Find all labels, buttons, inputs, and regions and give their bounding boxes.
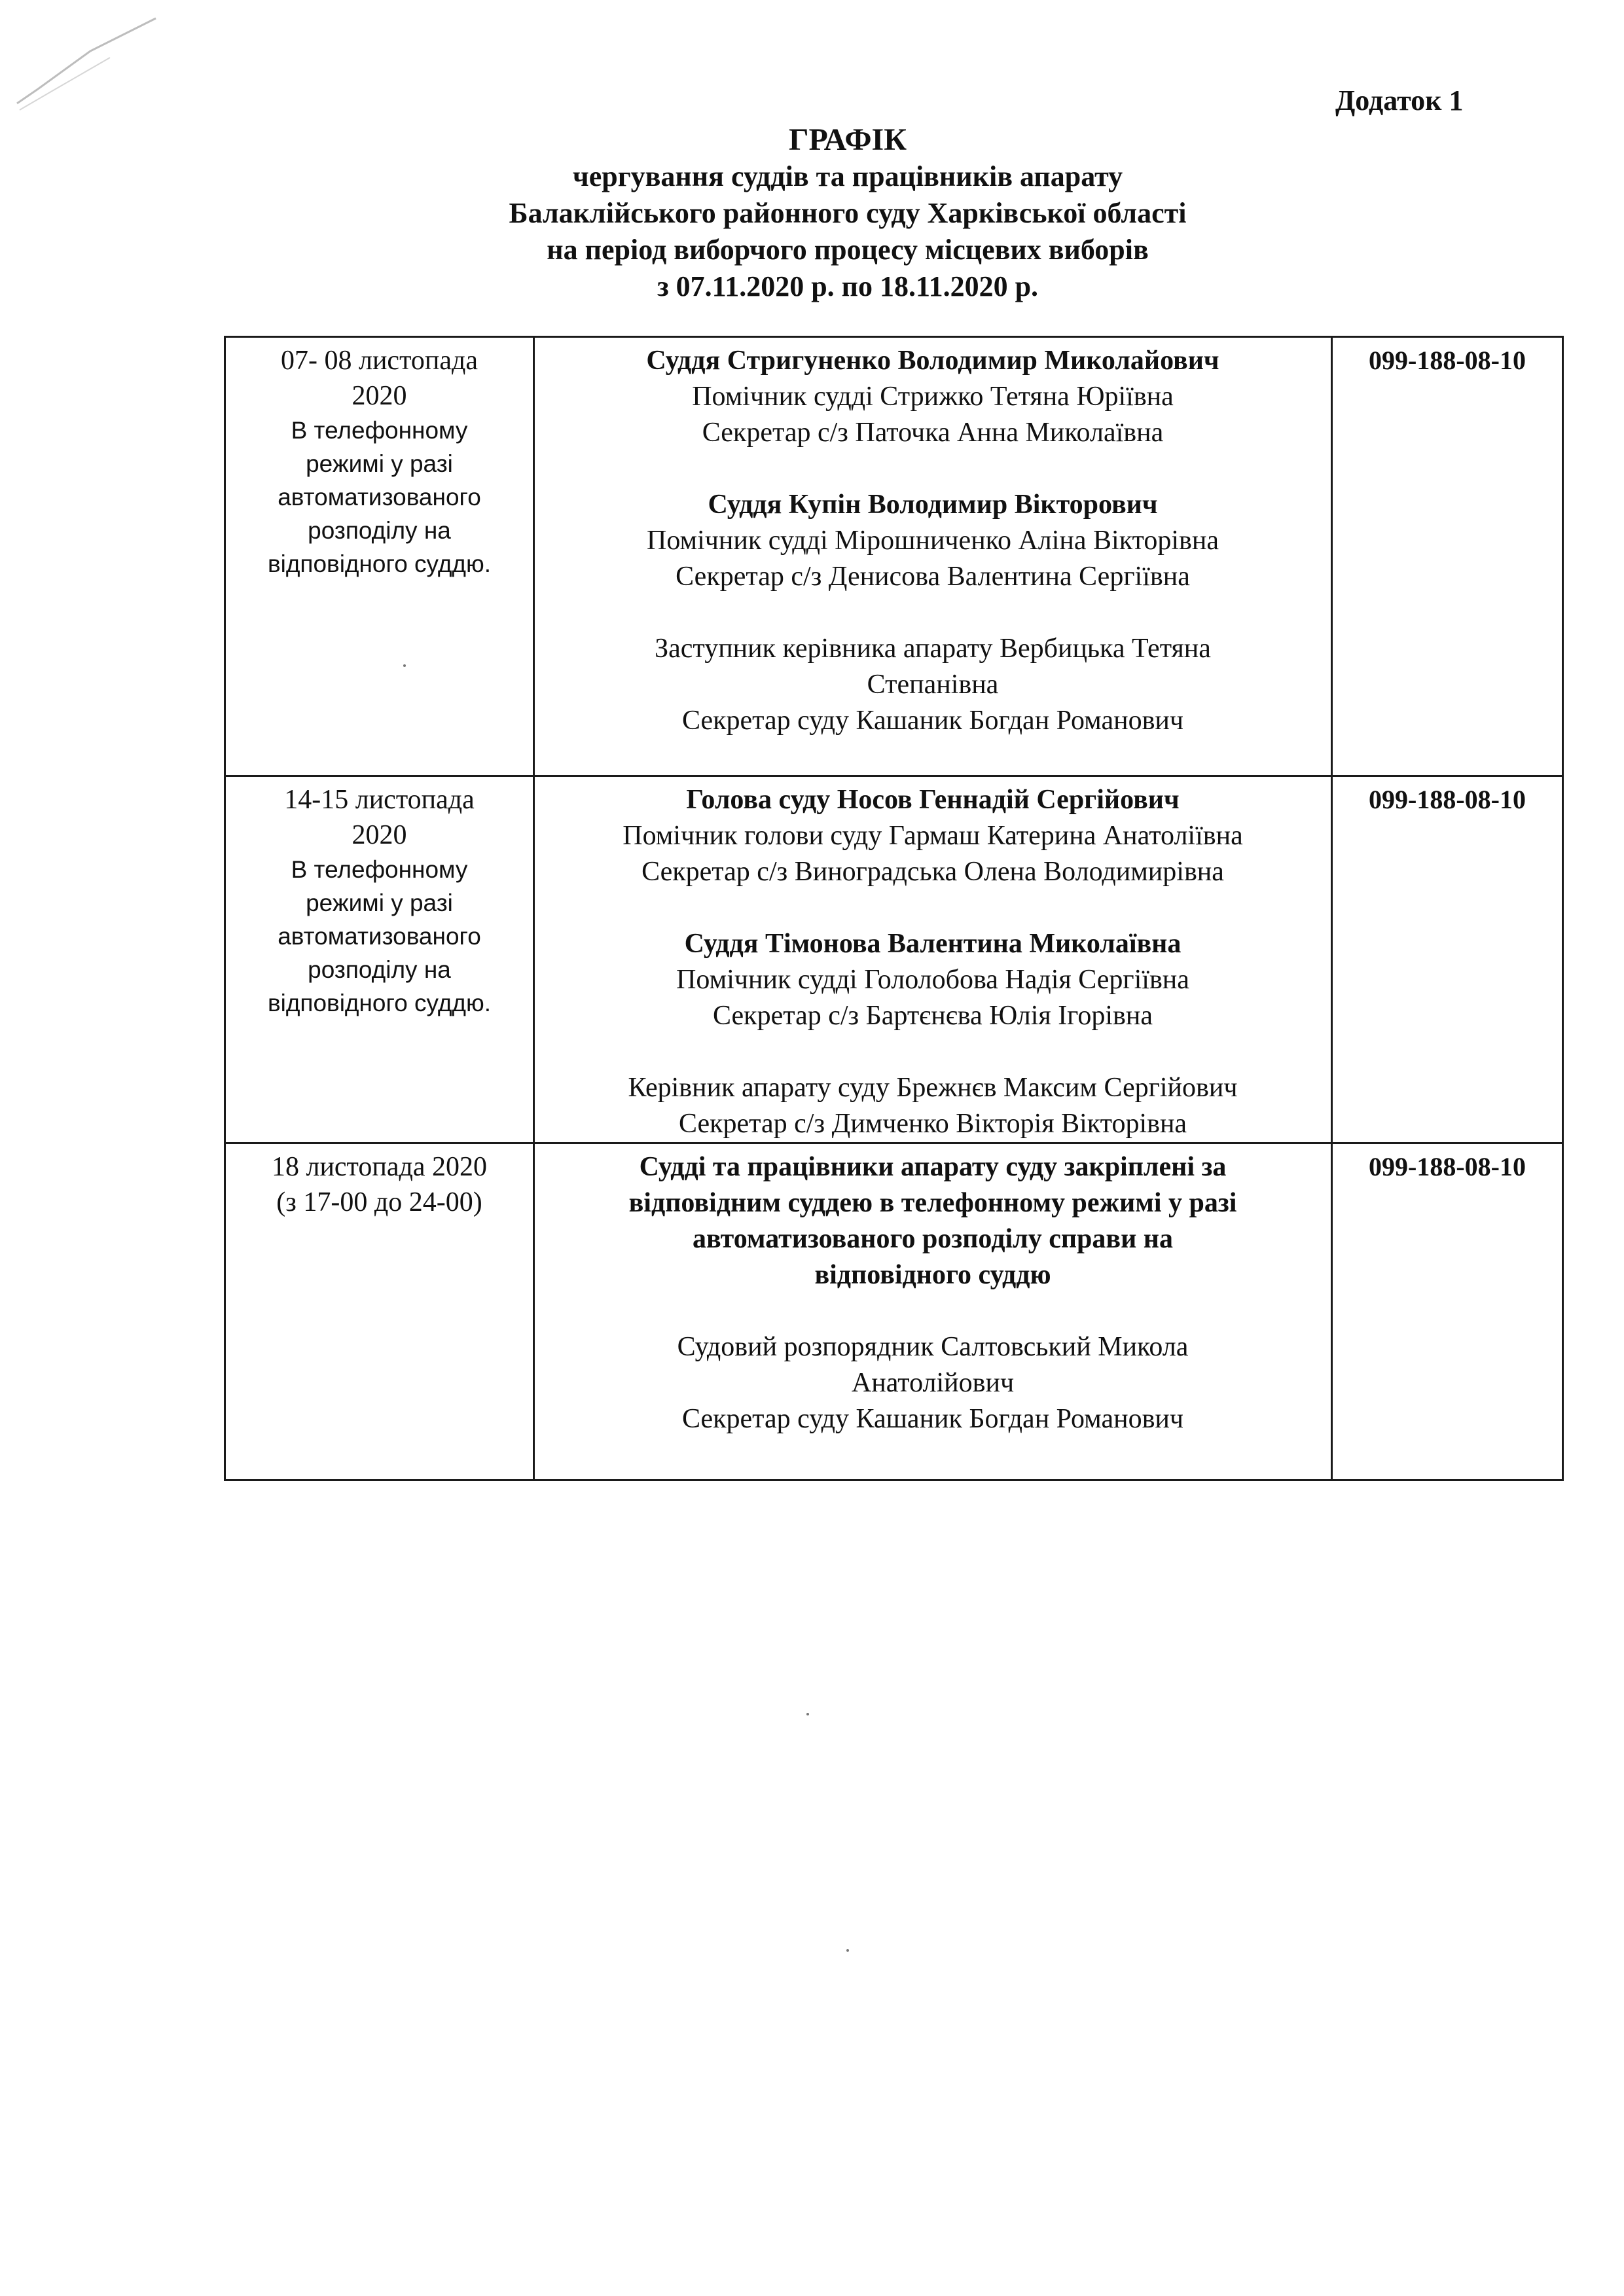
document-title: ГРАФІК <box>788 122 907 157</box>
duty-lead: Суддя Купін Володимир Вікторович <box>708 490 1158 520</box>
duty-schedule-table <box>224 336 1564 1481</box>
duty-date: 2020 <box>352 381 407 411</box>
duty-date: 07- 08 листопада <box>281 346 478 376</box>
duty-date: 2020 <box>352 820 407 850</box>
duty-mode-note: В телефонному <box>291 856 468 883</box>
duty-staff-member: Заступник керівника апарату Вербицька Тетяна <box>655 634 1211 664</box>
scan-edge-mark <box>12 12 169 117</box>
duty-staff-member: Помічник голови суду Гармаш Катерина Анатоліївна <box>623 821 1243 851</box>
duty-date: 14-15 листопада <box>284 785 475 815</box>
duty-staff-member: Помічник судді Гололобова Надія Сергіївна <box>676 965 1189 995</box>
document-heading <box>0 122 1624 305</box>
spacer <box>548 1034 1318 1070</box>
duty-mode-note: відповідного суддю. <box>267 550 492 577</box>
duty-mode-note: режимі у разі <box>306 889 453 916</box>
duty-staff-member: Анатолійович <box>851 1368 1015 1398</box>
scan-speck <box>846 1949 849 1952</box>
duty-date: 18 листопада 2020 <box>271 1152 487 1182</box>
schedule-row <box>225 1143 1563 1480</box>
duty-phone: 099-188-08-10 <box>1332 776 1563 1143</box>
duty-mode-note: режимі у разі <box>306 450 453 477</box>
heading-line-3: на період виборчого процесу місцевих виборів <box>547 234 1149 266</box>
duty-mode-note: автоматизованого <box>278 484 481 511</box>
schedule-row <box>225 337 1563 776</box>
duty-lead: Суддя Тімонова Валентина Миколаївна <box>684 929 1182 959</box>
duty-lead: Судді та працівники апарату суду закріплені за <box>639 1152 1227 1182</box>
duty-lead: Голова суду Носов Геннадій Сергійович <box>686 785 1180 815</box>
duty-lead: відповідним суддею в телефонному режимі у разі <box>628 1188 1237 1218</box>
duty-mode-note: розподілу на <box>308 956 451 983</box>
scan-speck <box>403 664 406 667</box>
duty-staff-member: Степанівна <box>867 670 999 700</box>
duty-staff-cell <box>534 337 1332 776</box>
duty-mode-note: В телефонному <box>291 417 468 444</box>
duty-staff-member: Судовий розпорядник Салтовський Микола <box>677 1332 1189 1362</box>
duty-staff-member: Секретар с/з Паточка Анна Миколаївна <box>702 418 1164 448</box>
duty-phone: 099-188-08-10 <box>1332 337 1563 776</box>
spacer <box>548 451 1318 487</box>
scan-speck <box>806 1713 809 1715</box>
duty-staff-member: Секретар с/з Денисова Валентина Сергіївна <box>676 562 1190 592</box>
appendix-label: Додаток 1 <box>1335 84 1464 117</box>
duty-lead: автоматизованого розподілу справи на <box>693 1224 1173 1254</box>
duty-mode-note: відповідного суддю. <box>267 990 492 1016</box>
duty-staff-member: Помічник судді Мірошниченко Аліна Вікторівна <box>647 526 1219 556</box>
duty-staff-cell <box>534 776 1332 1143</box>
duty-staff-member: Помічник судді Стрижко Тетяна Юріївна <box>692 382 1174 412</box>
duty-date-cell <box>225 1143 534 1480</box>
duty-staff-member: Секретар с/з Димченко Вікторія Вікторівна <box>678 1109 1187 1139</box>
duty-mode-note: розподілу на <box>308 517 451 544</box>
spacer <box>548 595 1318 631</box>
duty-staff-member: Секретар суду Кашаник Богдан Романович <box>681 1404 1184 1434</box>
duty-staff-member: Керівник апарату суду Брежнєв Максим Сергійович <box>628 1073 1238 1103</box>
duty-staff-cell <box>534 1143 1332 1480</box>
duty-staff-member: Секретар суду Кашаник Богдан Романович <box>681 706 1184 736</box>
spacer <box>548 890 1318 926</box>
duty-mode-note: автоматизованого <box>278 923 481 950</box>
schedule-row <box>225 776 1563 1143</box>
heading-line-1: чергування суддів та працівників апарату <box>572 160 1123 192</box>
heading-line-4: з 07.11.2020 р. по 18.11.2020 р. <box>657 270 1039 302</box>
duty-staff-member: Секретар с/з Виноградська Олена Володимирівна <box>641 857 1224 887</box>
heading-line-2: Балаклійського районного суду Харківської області <box>509 197 1187 229</box>
duty-date: (з 17-00 до 24-00) <box>276 1187 482 1217</box>
duty-lead: відповідного суддю <box>814 1260 1051 1290</box>
duty-date-cell <box>225 337 534 776</box>
duty-date-cell <box>225 776 534 1143</box>
duty-lead: Суддя Стригуненко Володимир Миколайович <box>646 346 1219 376</box>
duty-phone: 099-188-08-10 <box>1332 1143 1563 1480</box>
duty-staff-member: Секретар с/з Бартєнєва Юлія Ігорівна <box>713 1001 1153 1031</box>
spacer <box>548 1293 1318 1329</box>
